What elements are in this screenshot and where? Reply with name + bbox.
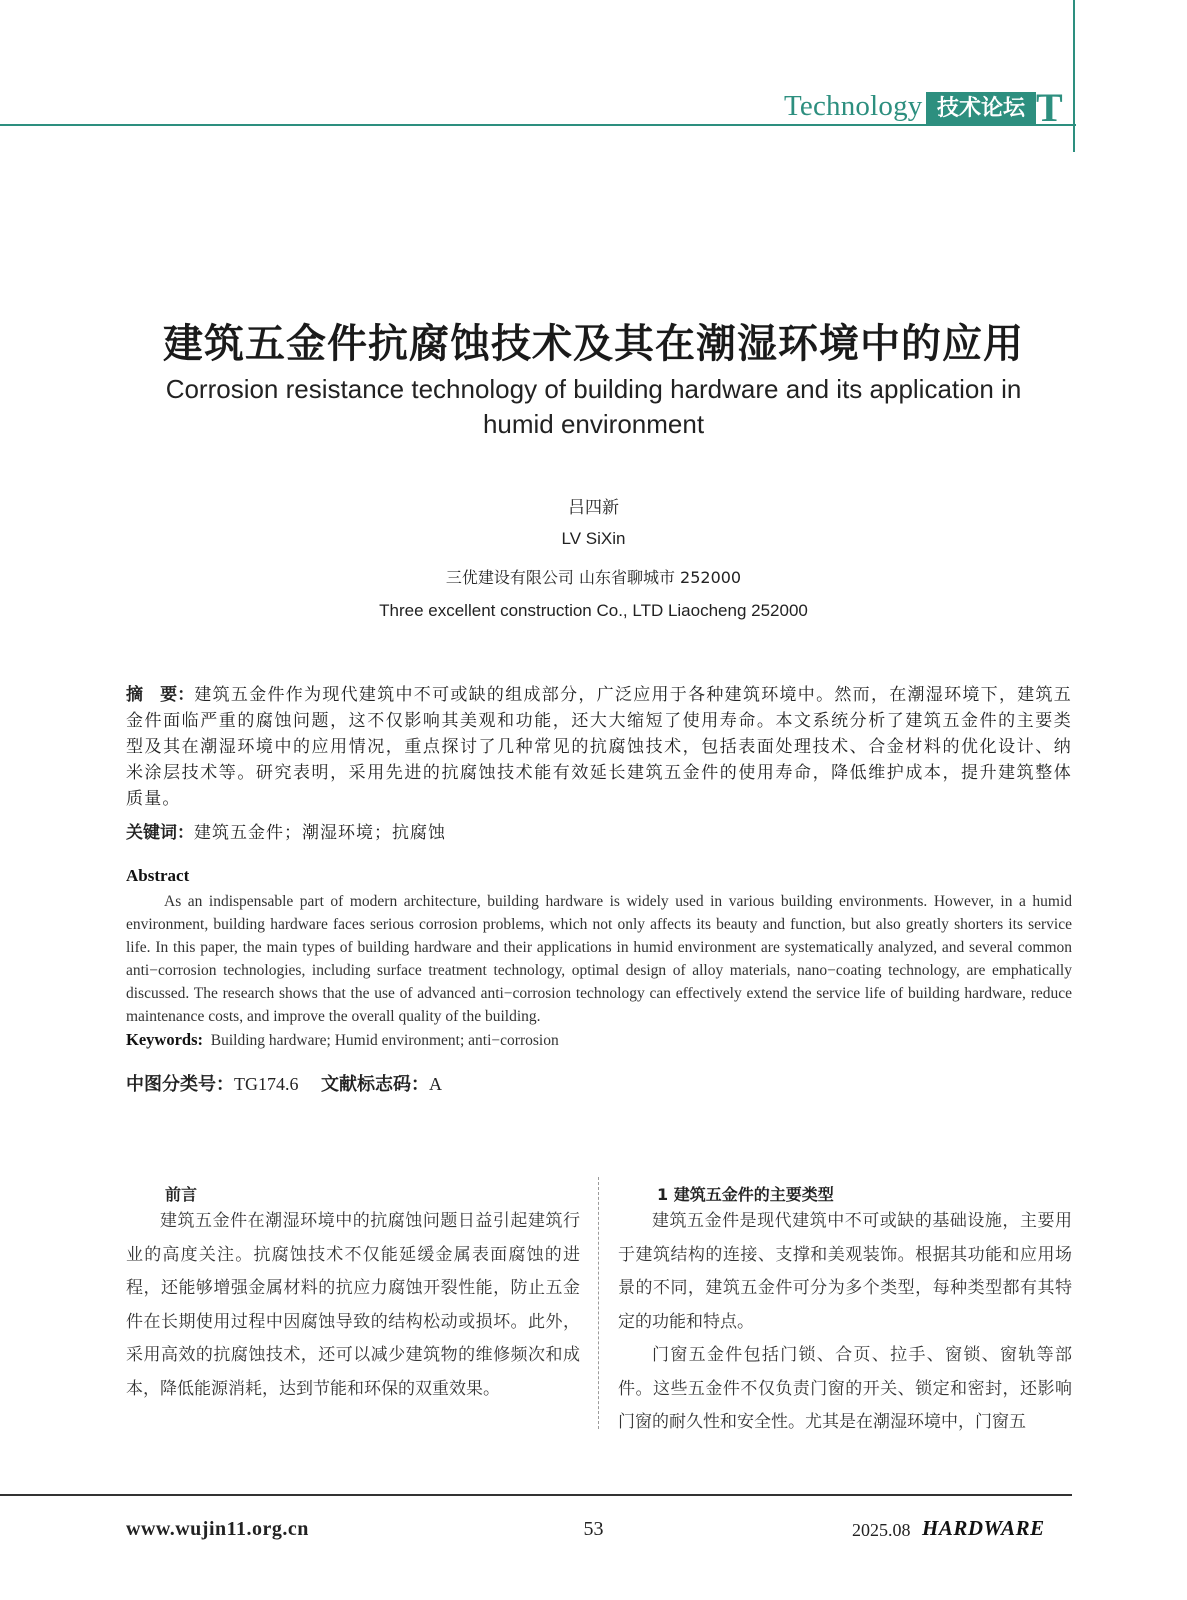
article-title-cn: 建筑五金件抗腐蚀技术及其在潮湿环境中的应用	[163, 321, 1024, 367]
left-paragraph: 建筑五金件在潮湿环境中的抗腐蚀问题日益引起建筑行业的高度关注。抗腐蚀技术不仅能延缓金属表面腐蚀的进程，还能够增强金属材料的抗应力腐蚀开裂性能，防止五金件在长期使用过程中因腐蚀导致的结构松动或损坏。此外，采用高效的抗腐蚀技术，还可以减少建筑物的维修频次和成本，降低能源消耗，达到节能和环保的双重效果。	[126, 1211, 580, 1399]
keywords-en	[126, 1030, 1072, 1050]
abstract-en-heading: Abstract	[126, 866, 190, 885]
left-column	[126, 1205, 580, 1406]
right-paragraph: 建筑五金件是现代建筑中不可或缺的基础设施，主要用于建筑结构的连接、支撑和美观装饰。根据其功能和应用场景的不同，建筑五金件可分为多个类型，每种类型都有其特定的功能和特点。	[618, 1211, 1072, 1332]
abstract-cn-label: 摘 要：	[126, 685, 195, 705]
section-heading-preface: 前言	[165, 1185, 198, 1204]
header-vertical-rule	[1073, 0, 1075, 152]
keywords-cn	[126, 818, 1072, 843]
section-letter-logo: T	[1036, 85, 1063, 130]
author-name-en: LV SiXin	[561, 529, 626, 548]
page-number: 53	[583, 1518, 604, 1540]
keywords-cn-text: 建筑五金件；潮湿环境；抗腐蚀	[194, 823, 446, 843]
doc-code-label: 文献标志码：	[321, 1074, 429, 1095]
article-title-en: Corrosion resistance technology of building hardware and its application in humid environment	[165, 374, 1022, 439]
footer-url: www.wujin11.org.cn	[126, 1518, 309, 1540]
right-paragraph: 门窗五金件包括门锁、合页、拉手、窗锁、窗轨等部件。这些五金件不仅负责门窗的开关、锁定和密封，还影响门窗的耐久性和安全性。尤其是在潮湿环境中，门窗五	[618, 1345, 1072, 1432]
doc-code-value: A	[429, 1074, 442, 1094]
clc-value: TG174.6	[234, 1074, 299, 1094]
keywords-cn-label: 关键词：	[126, 823, 194, 843]
affiliation-en: Three excellent construction Co., LTD Liaocheng 252000	[379, 601, 808, 620]
section-label-cn: 技术论坛	[926, 92, 1036, 126]
footer-issue: 2025.08	[852, 1520, 911, 1540]
right-column	[618, 1205, 1072, 1440]
section-heading-1: 1 建筑五金件的主要类型	[657, 1185, 834, 1204]
section-label-en: Technology	[784, 90, 923, 122]
abstract-cn	[126, 682, 1072, 812]
header-rule	[0, 124, 1076, 126]
abstract-en-text: As an indispensable part of modern architecture, building hardware is widely used in various building environments. However, in a humid environment, building hardware faces serious corrosion problems, which not only affects its beauty and function, but also greatly shorters its service life. In this paper, the main types of building hardware and their applications in humid environment are systematically analyzed, and several common anti−corrosion technologies, including surface treatment technology, optimal design of alloy materials, nano−coating technology, are emphatically discussed. The research shows that the use of advanced anti−corrosion technology can effectively extend the service life of building hardware, reduce maintenance costs, and improve the overall quality of the building.	[126, 893, 1072, 1025]
column-divider	[598, 1177, 599, 1429]
abstract-cn-text: 建筑五金件作为现代建筑中不可或缺的组成部分，广泛应用于各种建筑环境中。然而，在潮湿环境下，建筑五金件面临严重的腐蚀问题，这不仅影响其美观和功能，还大大缩短了使用寿命。本文系统分析了建筑五金件的主要类型及其在潮湿环境中的应用情况，重点探讨了几种常见的抗腐蚀技术，包括表面处理技术、合金材料的优化设计、纳米涂层技术等。研究表明，采用先进的抗腐蚀技术能有效延长建筑五金件的使用寿命，降低维护成本，提升建筑整体质量。	[126, 685, 1073, 809]
footer-magazine-name: HARDWARE	[922, 1516, 1045, 1540]
keywords-en-label: Keywords:	[126, 1030, 203, 1049]
classification-line	[126, 1070, 442, 1096]
footer-rule	[0, 1494, 1072, 1496]
author-name-cn: 吕四新	[568, 498, 619, 518]
clc-label: 中图分类号：	[126, 1074, 234, 1095]
keywords-en-text: Building hardware; Humid environment; anti−corrosion	[210, 1032, 559, 1049]
affiliation-cn: 三优建设有限公司 山东省聊城市 252000	[445, 568, 742, 587]
